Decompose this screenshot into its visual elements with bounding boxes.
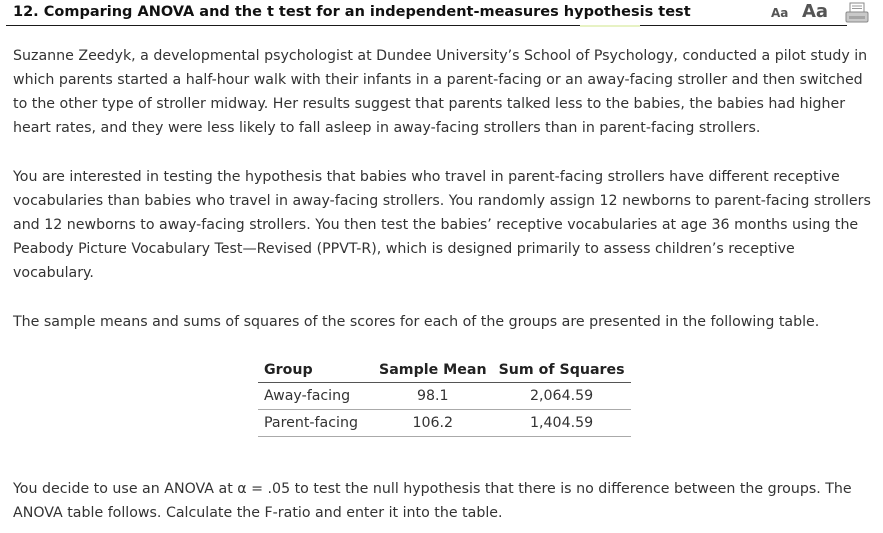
hypothesis-paragraph: You are interested in testing the hypothesis that babies who travel in parent-facing strollers have different receptive vocabularies than babies who travel in away-facing strollers. You randomly assign 12 newborns to parent-facing strollers and 12 newborns to away-facing strollers. You then test the babies’ receptive vocabularies at age 36 months using the Peabody Picture Vocabulary Test—Revised (PPVT-R), which is designed primarily to assess children’s receptive vocabulary. (13, 169, 871, 281)
print-icon[interactable] (845, 2, 869, 24)
increase-font-button[interactable]: Aa (802, 1, 829, 22)
anova-instructions-paragraph: You decide to use an ANOVA at α = .05 to test the null hypothesis that there is no difference between the groups. The ANOVA table follows. Calculate the F-ratio and enter it into the table. (13, 481, 852, 521)
table-header-row (258, 358, 631, 383)
question-title: 12. Comparing ANOVA and the t test for an independent-measures hypothesis test (13, 4, 691, 20)
group-name-cell: Away-facing (258, 383, 373, 410)
column-header-sample-mean: Sample Mean (373, 358, 493, 383)
column-header-sum-of-squares: Sum of Squares (493, 358, 631, 383)
table-row (258, 410, 631, 437)
intro-paragraph: Suzanne Zeedyk, a developmental psychologist at Dundee University’s School of Psychology, conducted a pilot study in which parents started a half-hour walk with their infants in a parent-facing or an away-facing stroller and then switched to the other type of stroller midway. Her results suggest that parents talked less to the babies, the babies had higher heart rates, and they were less likely to fall asleep in away-facing strollers than in parent-facing strollers. (13, 48, 868, 136)
sum-of-squares-cell: 2,064.59 (493, 383, 631, 410)
column-header-group: Group (258, 358, 373, 383)
sample-statistics-table (258, 358, 631, 437)
title-divider-accent (580, 25, 640, 27)
table-row (258, 383, 631, 410)
sample-mean-cell: 98.1 (373, 383, 493, 410)
question-header (0, 0, 883, 30)
decrease-font-button[interactable]: Aa (771, 6, 789, 20)
sample-mean-cell: 106.2 (373, 410, 493, 437)
group-name-cell: Parent-facing (258, 410, 373, 437)
title-divider (6, 25, 847, 26)
sum-of-squares-cell: 1,404.59 (493, 410, 631, 437)
table-intro-paragraph: The sample means and sums of squares of the scores for each of the groups are presented in the following table. (13, 314, 820, 330)
